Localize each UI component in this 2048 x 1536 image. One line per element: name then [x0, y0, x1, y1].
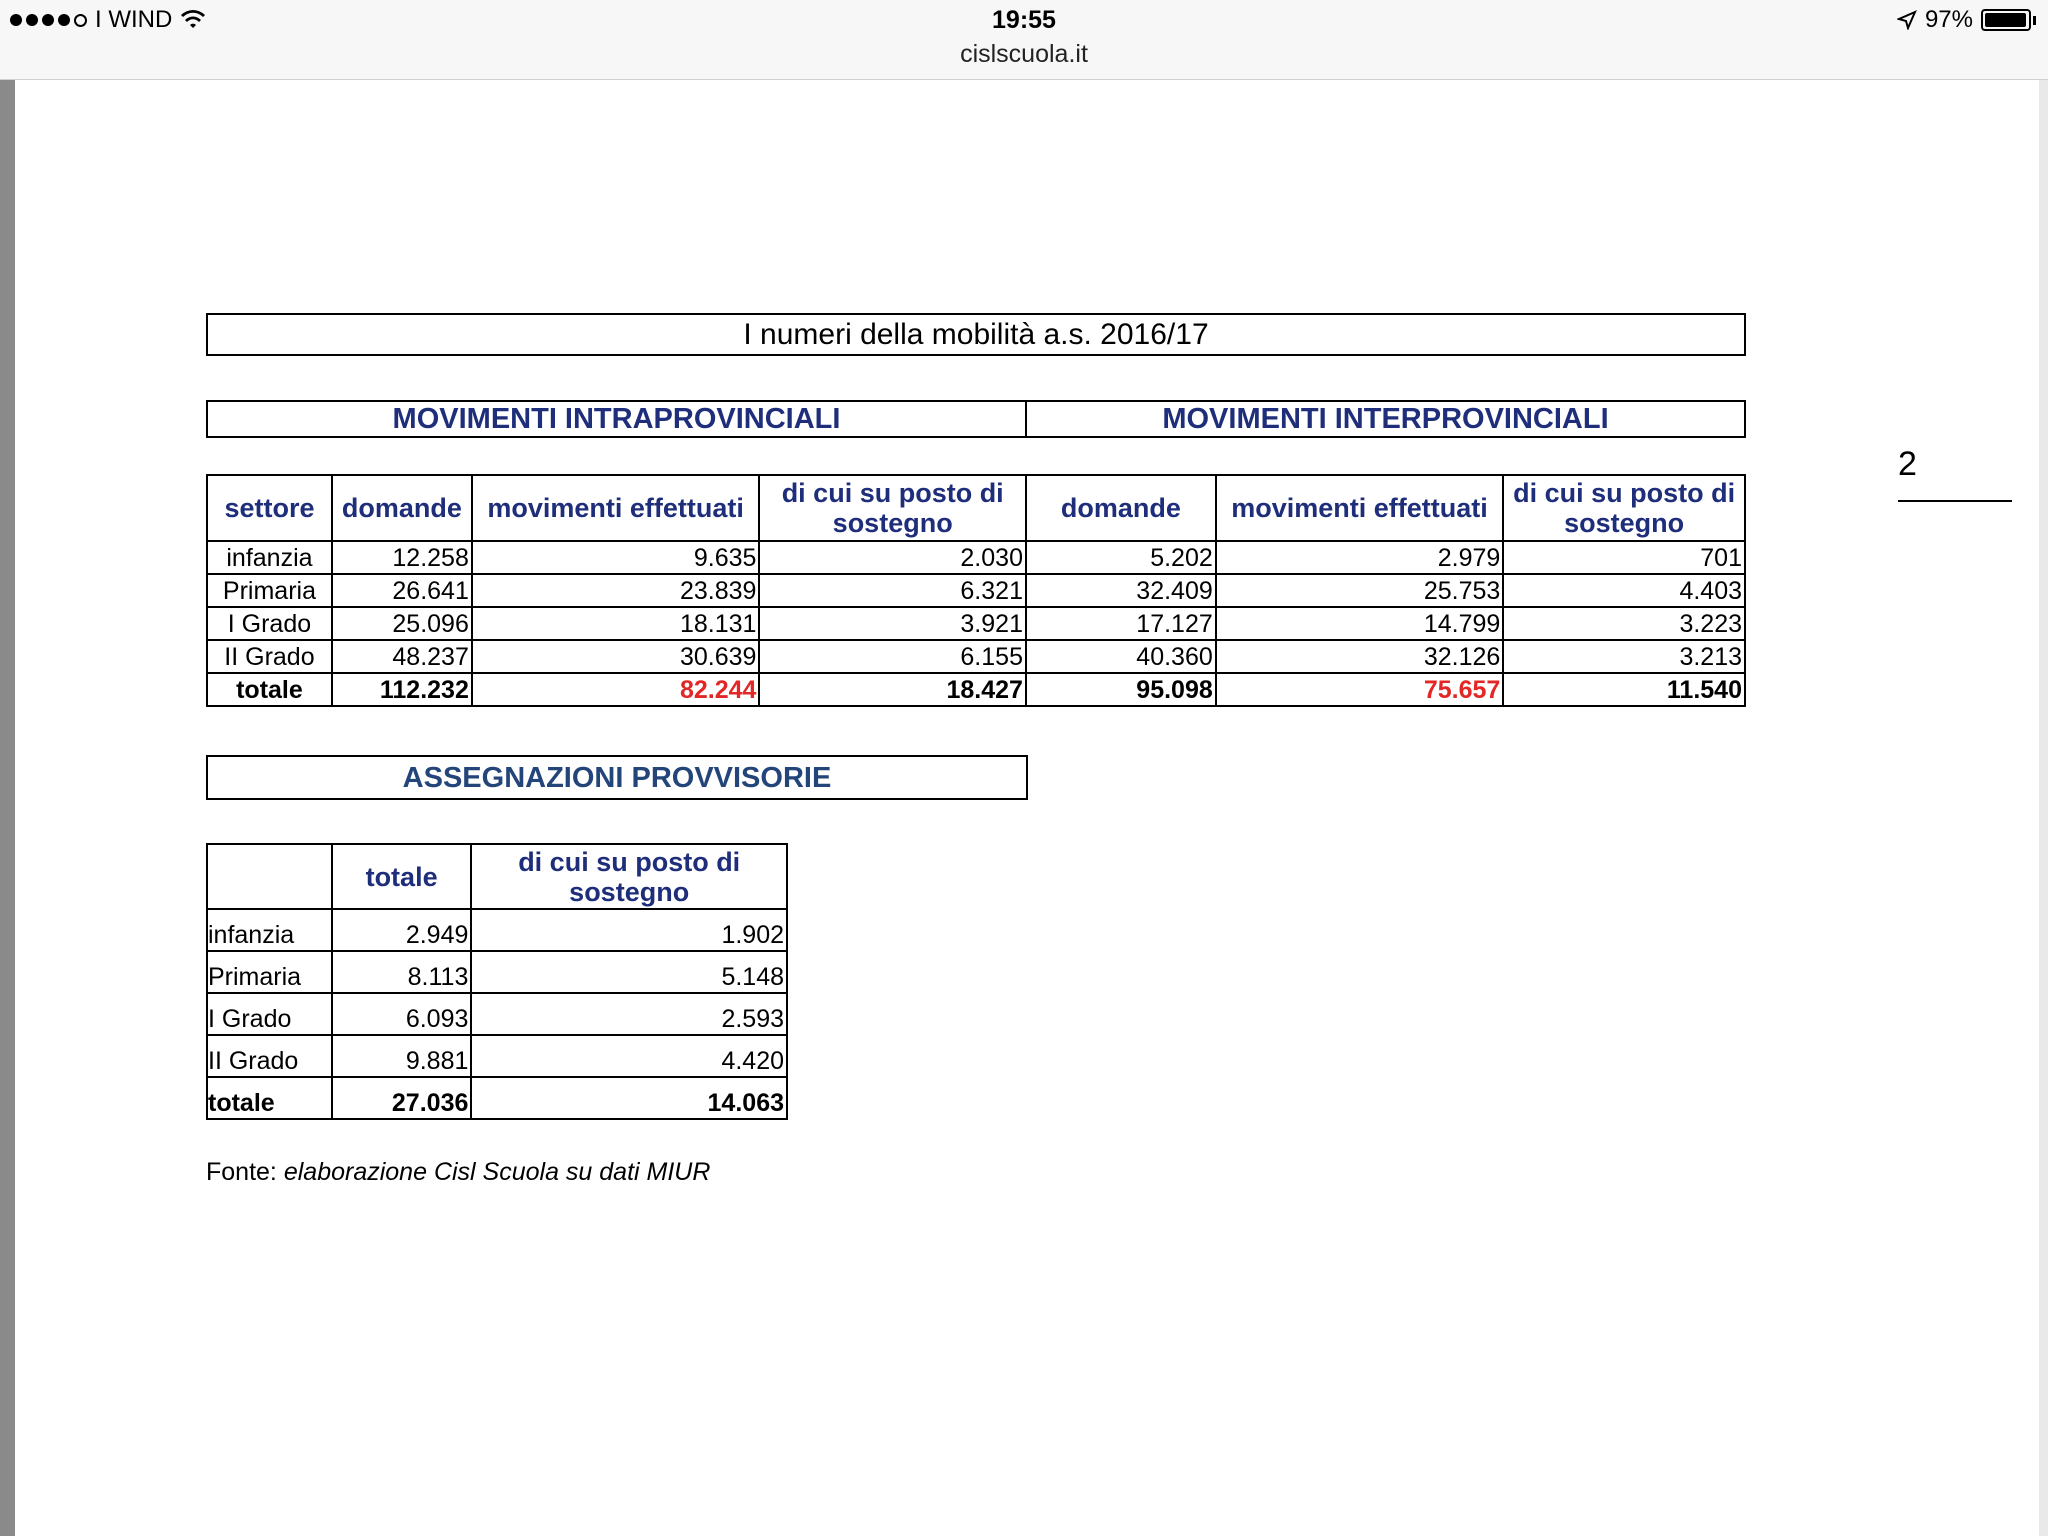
table-cell: 6.093: [332, 993, 472, 1035]
table-cell: 6.155: [759, 640, 1026, 673]
table-cell: 25.096: [332, 607, 472, 640]
source-prefix: Fonte:: [206, 1158, 284, 1186]
table-cell: 1.902: [471, 909, 787, 951]
viewer-left-margin: [0, 80, 15, 1536]
column-header: domande: [332, 475, 472, 541]
column-header: domande: [1026, 475, 1216, 541]
table-cell: II Grado: [207, 640, 332, 673]
table-row: [207, 951, 787, 993]
mobility-table: [206, 474, 1746, 707]
page-title: I numeri della mobilità a.s. 2016/17: [206, 313, 1746, 356]
table-cell: 18.427: [759, 673, 1026, 706]
column-header: totale: [332, 844, 472, 909]
table-cell: 25.753: [1216, 574, 1504, 607]
table-cell: 27.036: [332, 1077, 472, 1119]
column-header: [207, 844, 332, 909]
table-cell: 32.126: [1216, 640, 1504, 673]
section-header-intra: MOVIMENTI INTRAPROVINCIALI: [206, 400, 1027, 438]
table-cell: 3.213: [1503, 640, 1745, 673]
highlighted-total-cell: 82.244: [472, 673, 760, 706]
clock: 19:55: [992, 6, 1056, 34]
table-total-row: [207, 673, 1745, 706]
table-cell: 17.127: [1026, 607, 1216, 640]
battery-status: [1897, 6, 2036, 34]
table-cell: 14.063: [471, 1077, 787, 1119]
table-cell: totale: [207, 1077, 332, 1119]
table-cell: 3.921: [759, 607, 1026, 640]
table-cell: I Grado: [207, 607, 332, 640]
scrollbar[interactable]: [2039, 80, 2048, 1536]
table-cell: infanzia: [207, 909, 332, 951]
document-page: [15, 80, 2048, 1536]
table-cell: 95.098: [1026, 673, 1216, 706]
table-cell: I Grado: [207, 993, 332, 1035]
table-cell: 701: [1503, 541, 1745, 574]
battery-icon: [1981, 9, 2031, 31]
table-cell: 40.360: [1026, 640, 1216, 673]
table-cell: 4.420: [471, 1035, 787, 1077]
table-cell: 4.403: [1503, 574, 1745, 607]
table-total-row: [207, 1077, 787, 1119]
table-cell: 2.030: [759, 541, 1026, 574]
table-row: [207, 909, 787, 951]
table-cell: 48.237: [332, 640, 472, 673]
column-header: movimenti effettuati: [472, 475, 760, 541]
table-cell: 12.258: [332, 541, 472, 574]
table-header-row: [207, 475, 1745, 541]
table-cell: 2.593: [471, 993, 787, 1035]
highlighted-total-cell: 75.657: [1216, 673, 1504, 706]
location-arrow-icon: [1897, 10, 1917, 30]
table-cell: 32.409: [1026, 574, 1216, 607]
table-cell: 30.639: [472, 640, 760, 673]
battery-percent: 97%: [1924, 6, 1973, 33]
status-bar: [0, 0, 2048, 80]
table-row: [207, 574, 1745, 607]
table-cell: 6.321: [759, 574, 1026, 607]
table-cell: 5.202: [1026, 541, 1216, 574]
divider: [1898, 500, 2012, 502]
table-cell: 112.232: [332, 673, 472, 706]
carrier-name: I WIND: [95, 6, 173, 33]
table-cell: 2.979: [1216, 541, 1504, 574]
table-cell: 3.223: [1503, 607, 1745, 640]
table-header-row: [207, 844, 787, 909]
table-cell: Primaria: [207, 951, 332, 993]
table-row: [207, 1035, 787, 1077]
table-row: [207, 993, 787, 1035]
source-text: elaborazione Cisl Scuola su dati MIUR: [283, 1158, 711, 1186]
column-header: di cui su posto di sostegno: [759, 475, 1026, 541]
table-row: [207, 541, 1745, 574]
section-header-assegnazioni: ASSEGNAZIONI PROVVISORIE: [206, 755, 1028, 800]
table-cell: 9.635: [472, 541, 760, 574]
table-cell: 5.148: [471, 951, 787, 993]
table-cell: 8.113: [332, 951, 472, 993]
column-header: di cui su posto di sostegno: [1503, 475, 1745, 541]
url-bar[interactable]: cislscuola.it: [960, 40, 1088, 68]
page-number: 2: [1898, 445, 1917, 483]
table-cell: 18.131: [472, 607, 760, 640]
table-row: [207, 640, 1745, 673]
table-cell: totale: [207, 673, 332, 706]
source-note: [206, 1158, 710, 1187]
column-header: di cui su posto di sostegno: [471, 844, 787, 909]
table-cell: 9.881: [332, 1035, 472, 1077]
section-header-inter: MOVIMENTI INTERPROVINCIALI: [1025, 400, 1746, 438]
table-cell: 23.839: [472, 574, 760, 607]
table-cell: II Grado: [207, 1035, 332, 1077]
table-cell: Primaria: [207, 574, 332, 607]
table-row: [207, 607, 1745, 640]
assegnazioni-table: [206, 843, 788, 1120]
table-cell: 14.799: [1216, 607, 1504, 640]
column-header: movimenti effettuati: [1216, 475, 1504, 541]
table-cell: 2.949: [332, 909, 472, 951]
column-header: settore: [207, 475, 332, 541]
table-cell: infanzia: [207, 541, 332, 574]
table-cell: 26.641: [332, 574, 472, 607]
table-cell: 11.540: [1503, 673, 1745, 706]
